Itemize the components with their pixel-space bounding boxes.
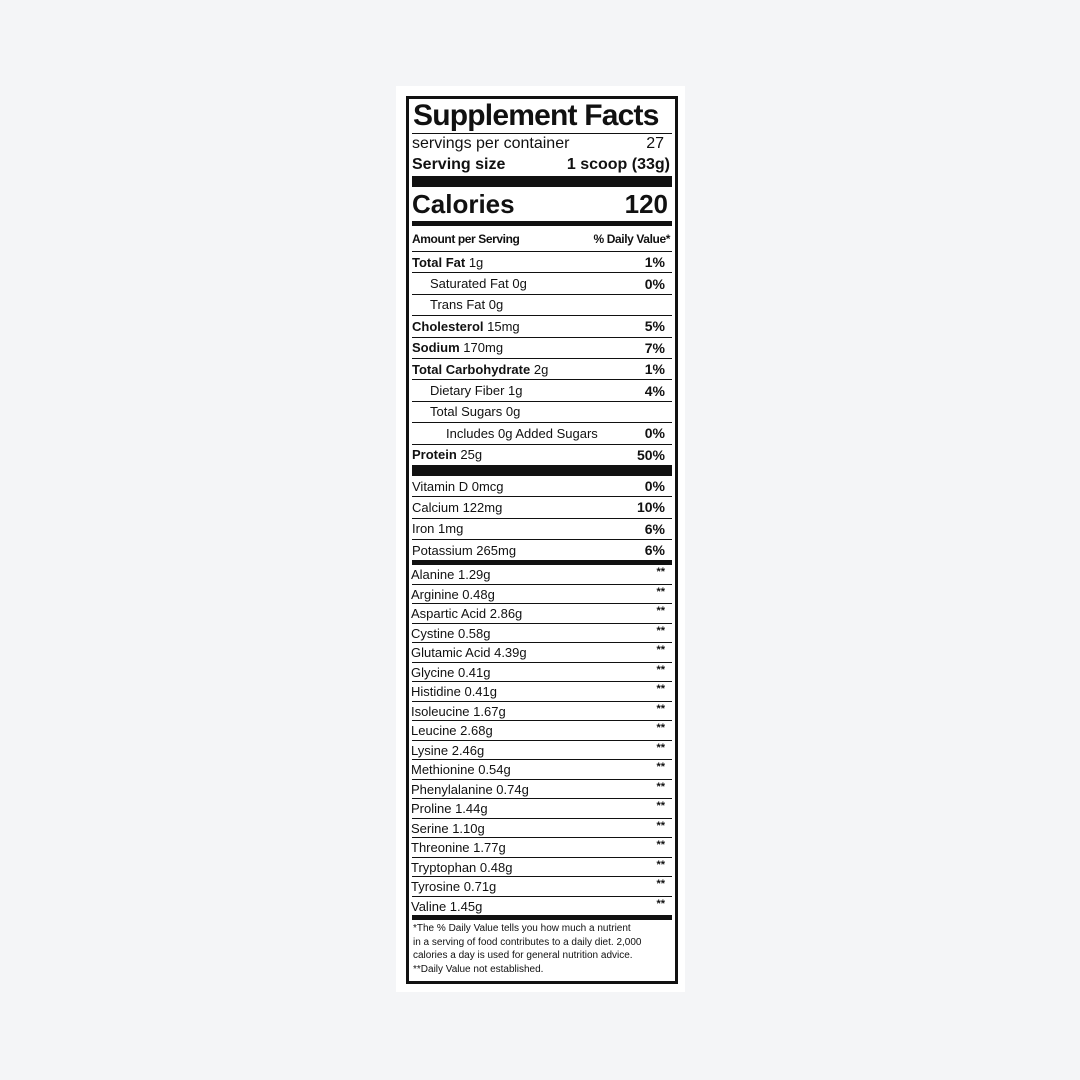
nutrient-dv: 0%	[644, 425, 665, 442]
serving-size-value: 1 scoop (33g)	[566, 156, 670, 173]
nutrient-row	[412, 445, 672, 465]
nutrient-name: Trans Fat	[430, 297, 486, 313]
amount-per-serving-header	[412, 226, 672, 252]
nutrient-row	[412, 252, 672, 273]
amino-acid-row	[412, 643, 672, 663]
amino-acid-name: Valine 1.45g	[411, 898, 483, 914]
nutrient-list	[412, 252, 672, 465]
amino-acid-dv: **	[656, 878, 665, 891]
nutrient-label	[412, 319, 520, 334]
amino-acid-dv: **	[656, 644, 665, 657]
amino-acid-row	[412, 897, 672, 916]
supplement-facts-panel	[406, 96, 678, 984]
nutrient-dv: 0%	[644, 275, 665, 292]
amino-acid-row	[412, 858, 672, 878]
footnote	[412, 920, 672, 976]
vitamin-name: Potassium 265mg	[412, 542, 517, 558]
nutrient-label	[412, 340, 503, 355]
amino-acid-dv: **	[656, 663, 665, 676]
nutrient-amount: 0g	[512, 276, 527, 292]
nutrient-dv: 4%	[644, 382, 665, 399]
nutrient-row	[412, 359, 672, 380]
nutrient-amount: 25g	[460, 447, 483, 463]
thick-divider	[412, 465, 672, 476]
amino-acid-name: Glutamic Acid 4.39g	[411, 645, 527, 661]
vitamin-name: Calcium 122mg	[412, 499, 503, 515]
amino-acid-dv: **	[656, 761, 665, 774]
nutrient-amount: 15mg	[487, 318, 520, 334]
amino-acid-dv: **	[656, 683, 665, 696]
serving-size-label: Serving size	[412, 156, 506, 173]
amino-acid-name: Proline 1.44g	[411, 801, 488, 817]
amino-acid-row	[412, 819, 672, 839]
amino-acid-row	[412, 799, 672, 819]
calories-row	[412, 187, 672, 221]
vitamin-list	[412, 476, 672, 561]
thick-divider	[412, 176, 672, 187]
nutrient-dv: 1%	[644, 361, 665, 378]
nutrient-name: Protein	[412, 447, 457, 463]
nutrient-label	[412, 383, 523, 398]
amino-acid-row	[412, 682, 672, 702]
nutrient-label	[412, 404, 520, 419]
amino-acid-name: Lysine 2.46g	[411, 742, 485, 758]
panel-title: Supplement Facts	[413, 99, 659, 132]
nutrient-dv: 50%	[636, 446, 665, 463]
amino-acid-row	[412, 663, 672, 683]
vitamin-name: Vitamin D 0mcg	[412, 478, 504, 494]
nutrient-row	[412, 402, 672, 423]
amino-acid-dv: **	[656, 780, 665, 793]
amino-acid-name: Serine 1.10g	[411, 820, 485, 836]
amino-acid-name: Aspartic Acid 2.86g	[411, 606, 523, 622]
nutrient-label	[412, 447, 482, 462]
vitamin-dv: 6%	[644, 520, 665, 537]
nutrient-name: Total Sugars	[430, 404, 503, 420]
amino-acid-dv: **	[656, 800, 665, 813]
amino-acid-row	[412, 780, 672, 800]
nutrient-row	[412, 295, 672, 316]
footnote-line: *The % Daily Value tells you how much a nutrient	[413, 923, 631, 935]
calories-label: Calories	[412, 189, 515, 219]
amino-acid-row	[412, 565, 672, 585]
nutrient-row	[412, 273, 672, 294]
servings-label: servings per container	[412, 135, 570, 152]
serving-size-row	[412, 154, 672, 176]
amino-acid-name: Leucine 2.68g	[411, 723, 493, 739]
amino-acid-row	[412, 624, 672, 644]
amino-acid-name: Methionine 0.54g	[411, 762, 511, 778]
amino-acid-name: Threonine 1.77g	[411, 840, 506, 856]
nutrient-row	[412, 423, 672, 444]
vitamin-dv: 6%	[644, 542, 665, 559]
nutrient-label	[412, 297, 503, 312]
nutrient-name: Cholesterol	[412, 318, 484, 334]
amino-acid-name: Tyrosine 0.71g	[411, 879, 497, 895]
nutrient-dv: 1%	[644, 254, 665, 271]
vitamin-row	[412, 519, 672, 540]
nutrient-name: Includes 0g Added Sugars	[446, 425, 598, 441]
amino-acid-row	[412, 721, 672, 741]
servings-row	[412, 134, 672, 154]
amino-acid-name: Cystine 0.58g	[411, 625, 491, 641]
nutrient-amount: 0g	[488, 297, 504, 313]
nutrient-row	[412, 338, 672, 359]
amino-acid-row	[412, 741, 672, 761]
amino-acid-dv: **	[656, 741, 665, 754]
vitamin-name: Iron 1mg	[412, 521, 464, 537]
amino-acid-dv: **	[656, 819, 665, 832]
calories-value: 120	[624, 189, 668, 219]
nutrient-name: Sodium	[412, 340, 460, 356]
nutrient-label	[412, 255, 483, 270]
nutrient-name: Saturated Fat	[430, 276, 509, 292]
vitamin-row	[412, 497, 672, 518]
nutrient-name: Dietary Fiber	[430, 383, 505, 399]
nutrient-amount: 1g	[508, 383, 523, 399]
nutrient-amount: 2g	[533, 361, 549, 377]
nutrient-amount: 1g	[468, 254, 484, 270]
footnote-line: in a serving of food contributes to a daily diet. 2,000	[413, 936, 642, 948]
amino-acid-name: Alanine 1.29g	[411, 567, 491, 583]
nutrient-row	[412, 316, 672, 337]
amino-acid-dv: **	[656, 722, 665, 735]
amino-acid-row	[412, 702, 672, 722]
nutrient-label	[412, 426, 598, 441]
nutrient-amount: 0g	[505, 404, 521, 420]
amino-acid-dv: **	[656, 839, 665, 852]
vitamin-dv: 0%	[644, 478, 665, 495]
amino-acid-name: Arginine 0.48g	[411, 586, 495, 602]
daily-value-label: % Daily Value*	[593, 231, 670, 246]
amino-acid-dv: **	[656, 566, 665, 579]
vitamin-row	[412, 476, 672, 497]
amino-acid-dv: **	[656, 897, 665, 910]
amino-acid-row	[412, 838, 672, 858]
amino-acid-row	[412, 585, 672, 605]
amino-acid-name: Phenylalanine 0.74g	[411, 781, 529, 797]
amino-acid-row	[412, 604, 672, 624]
servings-value: 27	[646, 135, 664, 152]
nutrient-amount: 170mg	[463, 340, 504, 356]
amino-acid-dv: **	[656, 702, 665, 715]
amino-acid-dv: **	[656, 605, 665, 618]
nutrient-label	[412, 362, 548, 377]
amino-acid-name: Tryptophan 0.48g	[411, 859, 513, 875]
amino-acid-name: Isoleucine 1.67g	[411, 703, 506, 719]
amino-acid-name: Glycine 0.41g	[411, 664, 491, 680]
footnote-line: **Daily Value not established.	[413, 963, 544, 975]
amino-acid-dv: **	[656, 585, 665, 598]
nutrient-label	[412, 276, 527, 291]
vitamin-dv: 10%	[636, 499, 665, 516]
amino-acid-name: Histidine 0.41g	[411, 684, 497, 700]
nutrient-name: Total Carbohydrate	[412, 361, 531, 377]
amino-acid-dv: **	[656, 858, 665, 871]
nutrient-name: Total Fat	[412, 254, 466, 270]
amino-acid-list	[412, 565, 672, 915]
nutrient-dv: 7%	[644, 339, 665, 356]
amino-acid-row	[412, 877, 672, 897]
nutrient-row	[412, 380, 672, 401]
vitamin-row	[412, 540, 672, 560]
footnote-line: calories a day is used for general nutrition advice.	[413, 950, 633, 962]
amino-acid-row	[412, 760, 672, 780]
amount-per-serving-label: Amount per Serving	[412, 231, 520, 246]
amino-acid-dv: **	[656, 624, 665, 637]
nutrient-dv: 5%	[644, 318, 665, 335]
